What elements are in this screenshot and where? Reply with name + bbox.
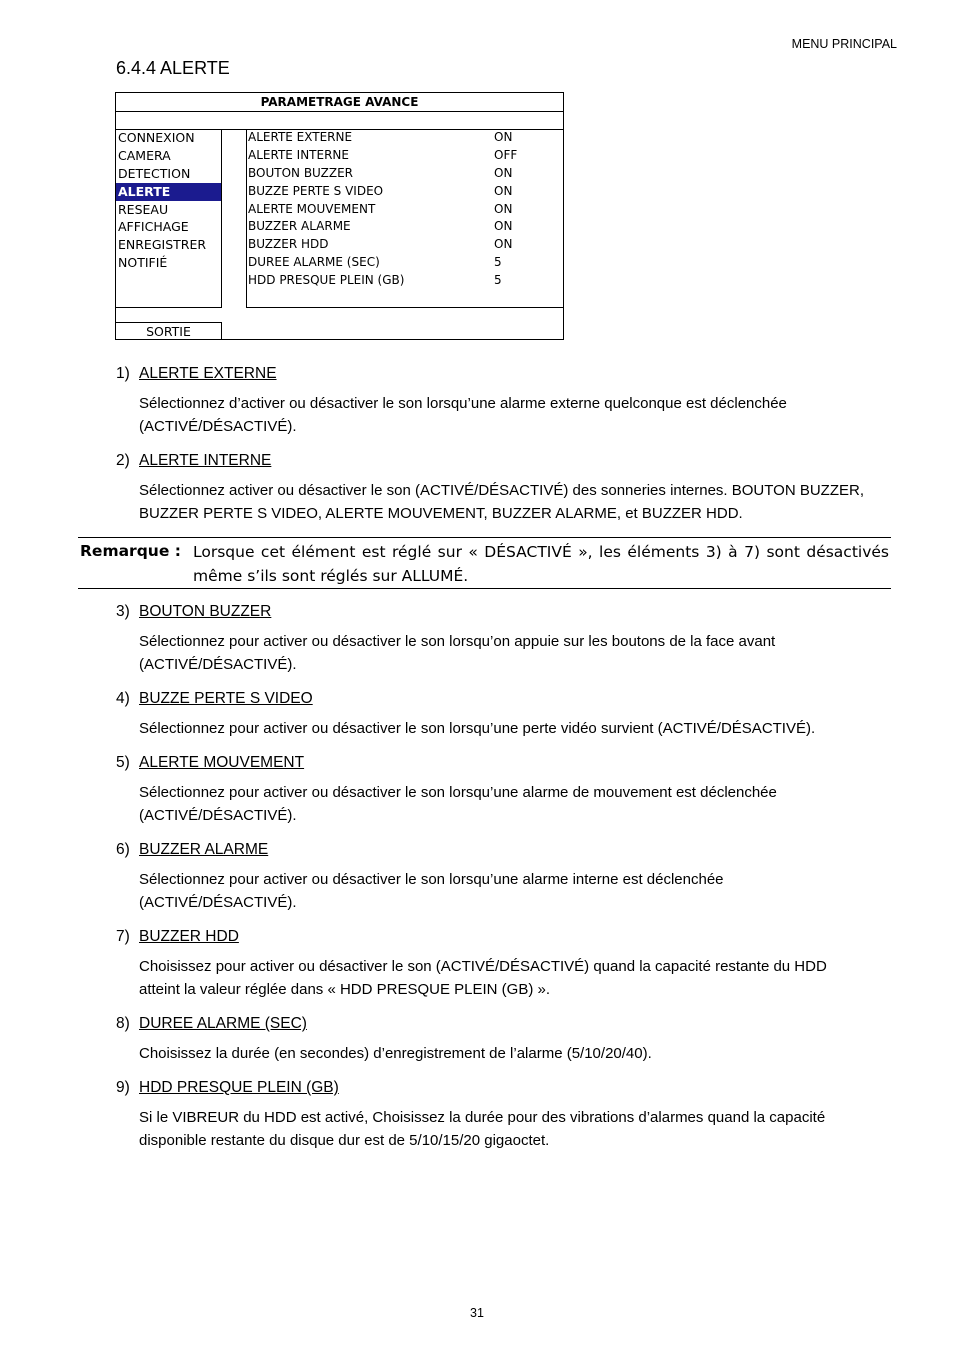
item-heading: [116, 841, 268, 859]
osd-setting-label: BOUTON BUZZER: [248, 165, 353, 180]
osd-menu-item[interactable]: AFFICHAGE: [118, 219, 189, 235]
osd-setting-row[interactable]: [247, 254, 564, 272]
osd-settings-list: [246, 129, 564, 308]
item-heading: [116, 1015, 307, 1033]
osd-setting-value[interactable]: ON: [494, 201, 513, 216]
item-number: 7): [116, 928, 130, 945]
osd-setting-label: BUZZE PERTE S VIDEO: [248, 183, 384, 198]
osd-setting-value[interactable]: ON: [494, 183, 513, 198]
osd-side-menu: [116, 129, 222, 308]
osd-setting-label: ALERTE MOUVEMENT: [248, 201, 376, 216]
item-title: ALERTE INTERNE: [139, 452, 272, 469]
osd-setting-row[interactable]: [247, 272, 564, 290]
item-description: Sélectionnez pour activer ou désactiver le son lorsqu’une perte vidéo survient (ACTIVÉ/DÉSACTIVÉ).: [139, 720, 816, 737]
item-number: 4): [116, 690, 130, 707]
section-title: 6.4.4 ALERTE: [116, 58, 230, 78]
item-description: Sélectionnez activer ou désactiver le son (ACTIVÉ/DÉSACTIVÉ) des sonneries internes. BOUTON BUZZER, BUZZER PERTE S VIDEO, ALERTE MOUVEMENT, BUZZER ALARME, et BUZZER HDD.: [139, 482, 864, 522]
note-label: Remarque :: [80, 542, 181, 560]
osd-setting-label: HDD PRESQUE PLEIN (GB): [248, 273, 405, 288]
item-heading: [116, 603, 271, 621]
osd-menu-item[interactable]: CAMERA: [118, 147, 171, 163]
osd-setting-value[interactable]: 5: [494, 273, 502, 288]
osd-setting-value[interactable]: 5: [494, 255, 502, 270]
osd-menu-item[interactable]: ALERTE: [116, 183, 221, 201]
item-number: 9): [116, 1079, 130, 1096]
item-number: 6): [116, 841, 130, 858]
item-heading: [116, 754, 304, 772]
item-heading: [116, 365, 277, 383]
osd-setting-label: ALERTE INTERNE: [248, 147, 349, 162]
item-number: 3): [116, 603, 130, 620]
item-description: Sélectionnez pour activer ou désactiver le son lorsqu’on appuie sur les boutons de la face avant (ACTIVÉ/DÉSACTIVÉ).: [139, 633, 776, 673]
osd-setting-value[interactable]: OFF: [494, 147, 518, 162]
osd-menu-item[interactable]: CONNEXION: [118, 130, 195, 145]
item-number: 1): [116, 365, 130, 382]
osd-menu-item[interactable]: DETECTION: [118, 165, 191, 181]
item-heading: [116, 452, 271, 470]
item-number: 2): [116, 452, 130, 469]
osd-setting-row[interactable]: [247, 183, 564, 201]
item-heading: [116, 1079, 339, 1097]
item-title: ALERTE MOUVEMENT: [139, 754, 305, 771]
page-number: 31: [470, 1306, 484, 1320]
osd-setting-value[interactable]: ON: [494, 130, 513, 144]
osd-setting-row[interactable]: [247, 236, 564, 254]
item-title: BOUTON BUZZER: [139, 603, 272, 620]
osd-setting-label: BUZZER HDD: [248, 237, 329, 252]
osd-setting-value[interactable]: ON: [494, 219, 513, 234]
item-description: Choisissez pour activer ou désactiver le son (ACTIVÉ/DÉSACTIVÉ) quand la capacité restante du HDD atteint la valeur réglée dans « HDD PRESQUE PLEIN (GB) ».: [139, 958, 827, 998]
osd-menu-item[interactable]: RESEAU: [118, 201, 169, 217]
osd-setting-label: BUZZER ALARME: [248, 219, 351, 234]
osd-menu-screenshot: [115, 92, 564, 340]
note-box: [78, 537, 891, 589]
item-description: Si le VIBREUR du HDD est activé, Choisissez la durée pour des vibrations d’alarmes quand la capacité disponible restante du disque dur est de 5/10/15/20 gigaoctet.: [139, 1109, 826, 1149]
osd-setting-row[interactable]: [247, 218, 564, 236]
item-description: Choisissez la durée (en secondes) d’enregistrement de l’alarme (5/10/20/40).: [139, 1045, 652, 1062]
item-number: 5): [116, 754, 130, 771]
osd-setting-value[interactable]: ON: [494, 237, 513, 252]
osd-menu-item[interactable]: ENREGISTRER: [118, 237, 207, 253]
item-title: HDD PRESQUE PLEIN (GB): [139, 1079, 339, 1096]
item-heading: [116, 690, 313, 708]
item-number: 8): [116, 1015, 130, 1032]
osd-setting-row[interactable]: [247, 147, 564, 165]
item-title: BUZZER ALARME: [139, 841, 269, 858]
item-description: Sélectionnez pour activer ou désactiver le son lorsqu’une alarme de mouvement est déclenchée (ACTIVÉ/DÉSACTIVÉ).: [139, 784, 777, 824]
osd-menu-item[interactable]: NOTIFIÉ: [118, 255, 168, 271]
note-text: Lorsque cet élément est réglé sur « DÉSACTIVÉ », les éléments 3) à 7) sont désactivés même s’ils sont réglés sur ALLUMÉ.: [193, 543, 889, 585]
osd-setting-row[interactable]: [247, 201, 564, 219]
item-description: Sélectionnez pour activer ou désactiver le son lorsqu’une alarme interne est déclenchée (ACTIVÉ/DÉSACTIVÉ).: [139, 871, 724, 911]
item-title: BUZZER HDD: [139, 928, 239, 945]
osd-setting-row[interactable]: [247, 129, 564, 147]
item-heading: [116, 928, 239, 946]
osd-exit-button[interactable]: SORTIE: [116, 322, 222, 340]
osd-setting-value[interactable]: ON: [494, 165, 513, 180]
osd-setting-label: ALERTE EXTERNE: [248, 130, 353, 144]
item-title: ALERTE EXTERNE: [139, 365, 277, 382]
osd-title: PARAMETRAGE AVANCE: [116, 93, 563, 112]
osd-setting-label: DUREE ALARME (SEC): [248, 255, 380, 270]
item-title: BUZZE PERTE S VIDEO: [139, 690, 313, 707]
item-description: Sélectionnez d’activer ou désactiver le son lorsqu’une alarme externe quelconque est déclenchée (ACTIVÉ/DÉSACTIVÉ).: [139, 395, 787, 435]
osd-setting-row[interactable]: [247, 165, 564, 183]
chapter-header: MENU PRINCIPAL: [791, 37, 897, 51]
item-title: DUREE ALARME (SEC): [139, 1015, 307, 1032]
